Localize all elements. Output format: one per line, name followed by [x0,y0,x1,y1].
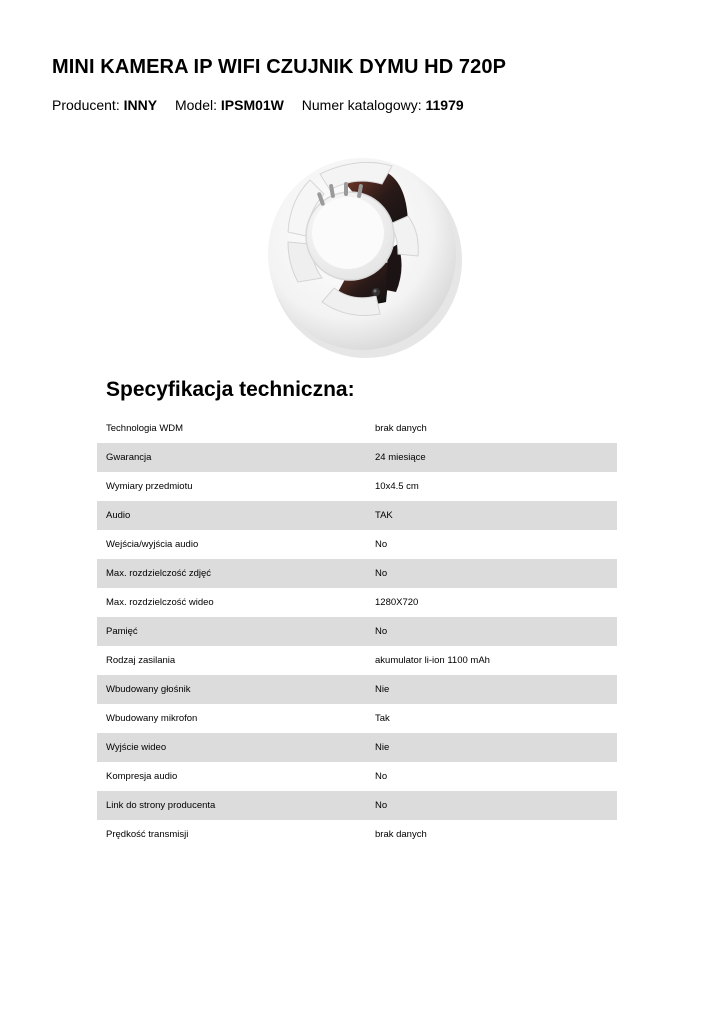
table-row [97,443,617,472]
spec-value: No [367,791,617,820]
spec-value: 24 miesiące [367,443,617,472]
smoke-detector-camera-icon [258,132,468,364]
catalog-label: Numer katalogowy: [301,97,422,113]
spec-value: Tak [375,713,390,724]
spec-name: Wbudowany mikrofon [106,713,198,724]
table-row [97,704,617,733]
product-meta [52,97,478,113]
table-row [97,675,617,704]
table-row [97,617,617,646]
spec-name: Wymiary przedmiotu [106,481,193,492]
spec-name: Gwarancja [97,443,367,472]
spec-name: Prędkość transmisji [106,829,189,840]
producer [52,97,161,113]
table-row [97,501,617,530]
model-value: IPSM01W [220,97,284,113]
table-row [97,530,617,559]
spec-name: Max. rozdzielczość wideo [106,597,214,608]
spec-value: 1280X720 [375,597,419,608]
table-row [97,414,617,443]
table-row [97,559,617,588]
spec-name: Wyjście wideo [97,733,367,762]
spec-name: Audio [97,501,367,530]
spec-name: Pamięć [97,617,367,646]
spec-name: Max. rozdzielczość zdjęć [97,559,367,588]
spec-name: Rodzaj zasilania [106,655,176,666]
table-row [97,762,617,791]
spec-value: No [367,617,617,646]
spec-name: Wbudowany głośnik [97,675,367,704]
spec-table [97,414,617,849]
producer-label: Producent: [52,97,120,113]
spec-value: TAK [367,501,617,530]
spec-value: akumulator li-ion 1100 mAh [375,655,490,666]
table-row [97,820,617,849]
spec-value: No [375,539,388,550]
spec-value: No [375,771,388,782]
producer-value: INNY [123,97,158,113]
spec-value: brak danych [375,423,427,434]
spec-name: Technologia WDM [106,423,184,434]
table-row [97,791,617,820]
table-row [97,646,617,675]
spec-name: Wejścia/wyjścia audio [106,539,199,550]
product-title: MINI KAMERA IP WIFI CZUJNIK DYMU HD 720P [52,56,507,78]
spec-name: Kompresja audio [106,771,178,782]
catalog-number [302,97,464,113]
model-label: Model: [174,97,217,113]
model [175,97,288,113]
spec-name: Link do strony producenta [97,791,367,820]
spec-value: 10x4.5 cm [375,481,419,492]
catalog-value: 11979 [425,97,464,113]
spec-value: brak danych [375,829,427,840]
spec-heading: Specyfikacja techniczna: [106,378,355,401]
table-row [97,588,617,617]
spec-value: No [367,559,617,588]
spec-value: Nie [367,675,617,704]
spec-value: Nie [367,733,617,762]
table-row [97,472,617,501]
table-row [97,733,617,762]
